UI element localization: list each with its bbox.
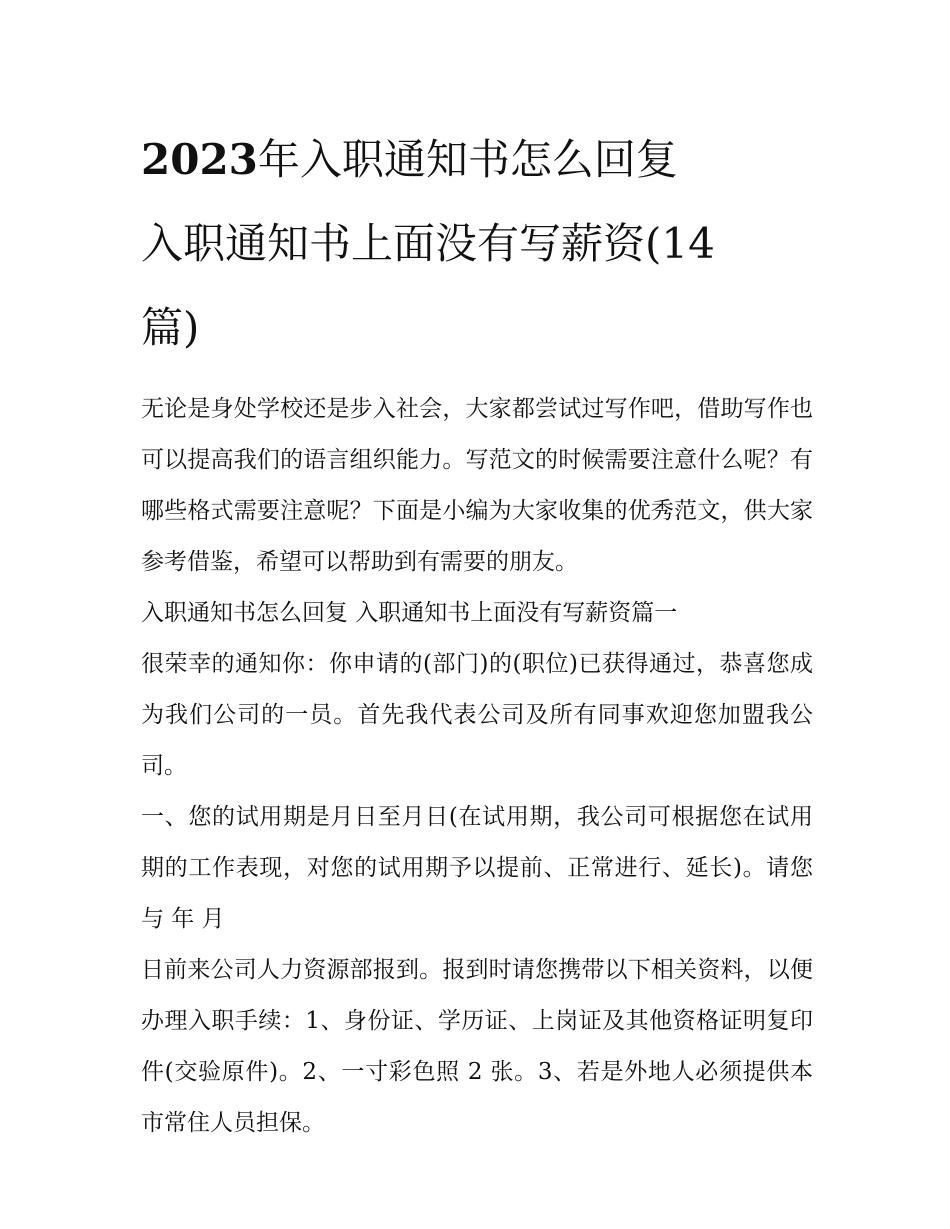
document-body [141, 384, 813, 1149]
body-paragraph: 一、您的试用期是月日至月日(在试用期，我公司可根据您在试用期的工作表现，对您的试用期予以提前、正常进行、延长)。请您与 年 月 [141, 804, 813, 932]
title-line-3: 篇) [141, 303, 200, 352]
body-paragraph: 日前来公司人力资源部报到。报到时请您携带以下相关资料，以便办理入职手续：1、身份证、学历证、上岗证及其他资格证明复印件(交验原件)。2、一寸彩色照 2 张。3、若是外地人必须提供本市常住人员担保。 [141, 957, 813, 1136]
document-page [141, 118, 813, 1149]
title-line-1 [141, 118, 813, 202]
body-paragraph: 很荣幸的通知你：你申请的(部门)的(职位)已获得通过，恭喜您成为我们公司的一员。首先我代表公司及所有同事欢迎您加盟我公司。 [141, 651, 813, 779]
document-title [141, 118, 813, 370]
title-line-1-text: 年入职通知书怎么回复 [257, 135, 678, 184]
title-year: 2023 [141, 135, 258, 184]
intro-paragraph: 无论是身处学校还是步入社会，大家都尝试过写作吧，借助写作也可以提高我们的语言组织能力。写范文的时候需要注意什么呢？有哪些格式需要注意呢？下面是小编为大家收集的优秀范文，供大家参考借鉴，希望可以帮助到有需要的朋友。 [141, 396, 813, 575]
section-heading: 入职通知书怎么回复 入职通知书上面没有写薪资篇一 [141, 600, 678, 626]
title-line-2: 入职通知书上面没有写薪资(14 [141, 219, 715, 268]
